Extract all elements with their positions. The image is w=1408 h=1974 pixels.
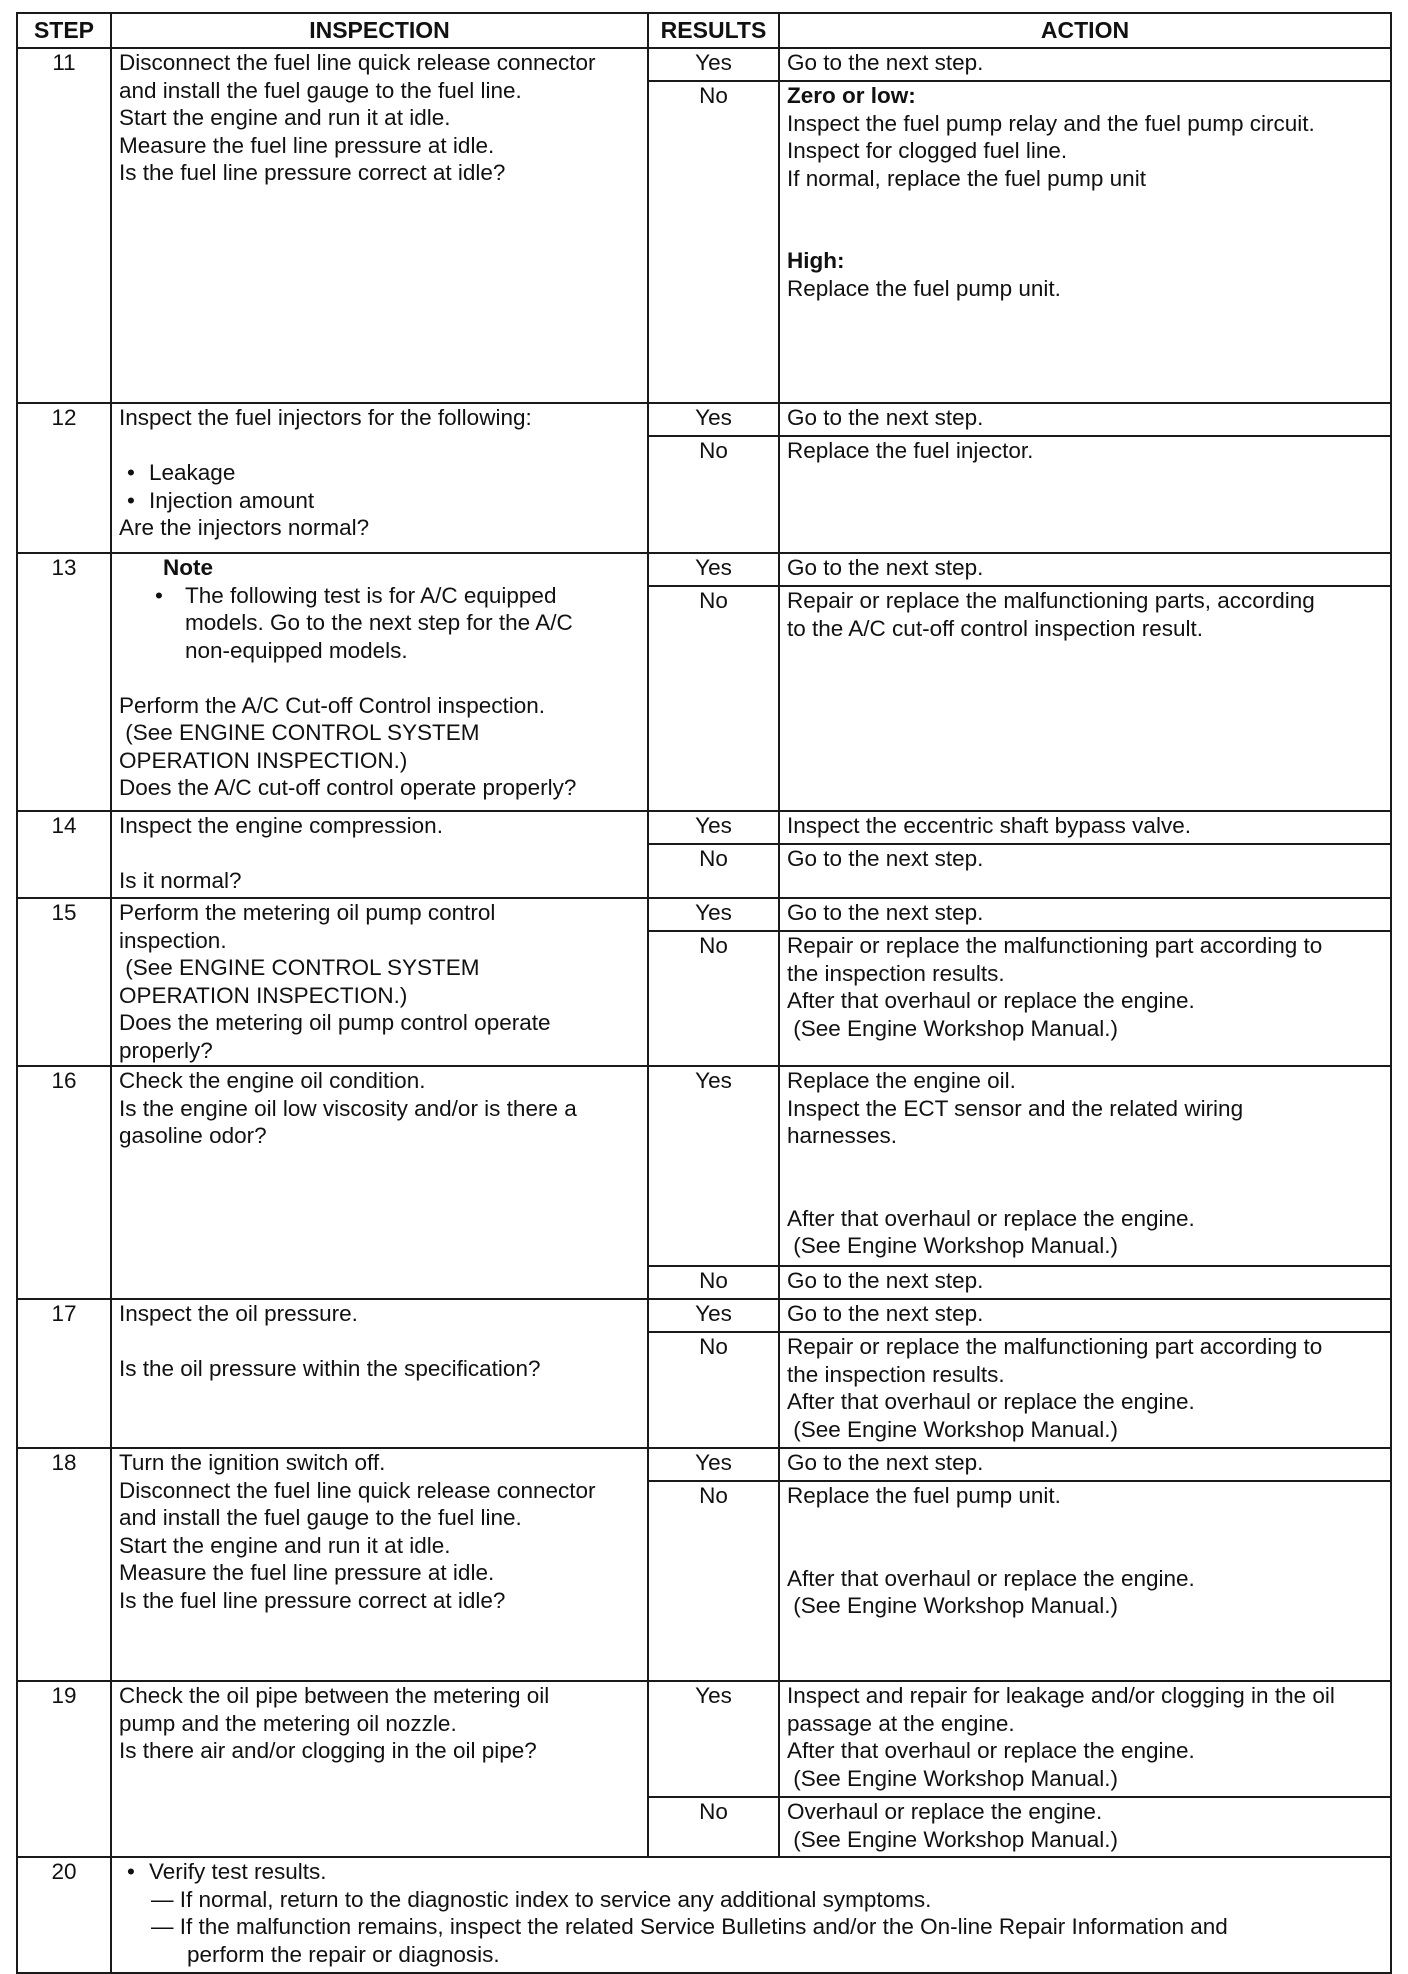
text-line: After that overhaul or replace the engine. <box>787 988 1195 1013</box>
action-cell <box>779 1066 1391 1266</box>
text-line: Repair or replace the malfunctioning part according to <box>787 933 1323 958</box>
text-line: (See Engine Workshop Manual.) <box>787 1416 1119 1442</box>
text-line: Is the fuel line pressure correct at idle? <box>119 1587 506 1613</box>
text-line: Check the engine oil condition. <box>119 1068 426 1093</box>
action-cell: Inspect the eccentric shaft bypass valve. <box>779 811 1391 844</box>
action-cell <box>779 1681 1391 1797</box>
text-line: Replace the fuel pump unit. <box>787 275 1061 301</box>
table-row <box>17 48 1391 81</box>
table-row <box>17 1681 1391 1797</box>
text-line: (See Engine Workshop Manual.) <box>787 1593 1119 1618</box>
bullet-item: • Verify test results. <box>119 1858 1383 1886</box>
text-line: Check the oil pipe between the metering oil <box>119 1683 550 1708</box>
text-line: After that overhaul or replace the engine. <box>787 1565 1195 1591</box>
text-line: Is there air and/or clogging in the oil pipe? <box>119 1738 537 1763</box>
final-step-cell <box>111 1857 1391 1973</box>
result-yes: Yes <box>648 553 779 586</box>
text-line: Start the engine and run it at idle. <box>119 1532 451 1558</box>
text-line: Is the engine oil low viscosity and/or is there a <box>119 1095 577 1121</box>
text-line: (See Engine Workshop Manual.) <box>787 1015 1119 1041</box>
result-yes: Yes <box>648 898 779 931</box>
result-yes: Yes <box>648 403 779 436</box>
result-no: No <box>648 81 779 403</box>
text-line: pump and the metering oil nozzle. <box>119 1710 457 1736</box>
text-line: Inspect the fuel injectors for the following: <box>119 405 532 430</box>
header-action: ACTION <box>779 13 1391 48</box>
text-line: the inspection results. <box>787 1361 1005 1387</box>
inspection-cell <box>111 1448 648 1681</box>
action-cell: Go to the next step. <box>779 48 1391 81</box>
text-line: Inspect the engine compression. <box>119 813 443 838</box>
text-line: Perform the A/C Cut-off Control inspection. <box>119 692 546 718</box>
action-cell <box>779 1481 1391 1681</box>
text-line: Perform the metering oil pump control <box>119 900 496 925</box>
result-no: No <box>648 1797 779 1857</box>
result-no: No <box>648 1481 779 1681</box>
text-line: Does the metering oil pump control operate <box>119 1010 551 1035</box>
text-line: (See ENGINE CONTROL SYSTEM <box>119 720 480 745</box>
note-label: Note <box>163 555 213 580</box>
text-line: properly? <box>119 1037 213 1063</box>
table-row <box>17 1299 1391 1332</box>
text-line: Replace the engine oil. <box>787 1068 1016 1093</box>
text-line: Does the A/C cut-off control operate properly? <box>119 775 577 800</box>
text-line: Repair or replace the malfunctioning parts, according <box>787 588 1315 613</box>
step-number: 18 <box>17 1448 111 1681</box>
table-row <box>17 403 1391 436</box>
action-cell: Go to the next step. <box>779 1299 1391 1332</box>
text-line: to the A/C cut-off control inspection result. <box>787 615 1204 641</box>
text-line: After that overhaul or replace the engine. <box>787 1738 1195 1763</box>
action-cell <box>779 1332 1391 1448</box>
text-line: Disconnect the fuel line quick release connector <box>119 50 596 75</box>
inspection-cell <box>111 553 648 811</box>
text-line: Inspect the ECT sensor and the related wiring <box>787 1095 1244 1121</box>
text-line: Is it normal? <box>119 868 242 893</box>
header-step: STEP <box>17 13 111 48</box>
table-row <box>17 1448 1391 1481</box>
inspection-cell <box>111 1066 648 1299</box>
text-line: (See Engine Workshop Manual.) <box>787 1233 1119 1258</box>
inspection-cell <box>111 403 648 553</box>
action-cell: Go to the next step. <box>779 898 1391 931</box>
text-line: Is the fuel line pressure correct at idle? <box>119 160 506 185</box>
step-number: 15 <box>17 898 111 1066</box>
text-line: Measure the fuel line pressure at idle. <box>119 1560 495 1585</box>
table-row <box>17 898 1391 931</box>
action-cell: Go to the next step. <box>779 1266 1391 1299</box>
action-cell <box>779 586 1391 811</box>
result-yes: Yes <box>648 1448 779 1481</box>
result-no: No <box>648 436 779 553</box>
text-line: Is the oil pressure within the specification? <box>119 1356 541 1381</box>
text-line: Start the engine and run it at idle. <box>119 105 451 130</box>
text-line: — If the malfunction remains, inspect the related Service Bulletins and/or the On-line Repair Information and <box>151 1914 1228 1939</box>
text-line: (See Engine Workshop Manual.) <box>787 1826 1119 1852</box>
text-line: passage at the engine. <box>787 1710 1015 1736</box>
table-row <box>17 1066 1391 1266</box>
action-heading: High: <box>787 248 845 273</box>
step-number: 16 <box>17 1066 111 1299</box>
result-no: No <box>648 931 779 1066</box>
note-line: • The following test is for A/C equipped <box>119 582 640 610</box>
header-inspection: INSPECTION <box>111 13 648 48</box>
action-cell: Go to the next step. <box>779 403 1391 436</box>
text-line: Disconnect the fuel line quick release connector <box>119 1477 596 1503</box>
result-yes: Yes <box>648 1299 779 1332</box>
action-heading: Zero or low: <box>787 83 916 108</box>
text-line: Inspect the fuel pump relay and the fuel pump circuit. <box>787 110 1315 136</box>
text-line: Repair or replace the malfunctioning part according to <box>787 1334 1323 1359</box>
step-number: 20 <box>17 1857 111 1973</box>
action-cell: Go to the next step. <box>779 844 1391 898</box>
text-line: and install the fuel gauge to the fuel line. <box>119 1505 522 1530</box>
text-line: Measure the fuel line pressure at idle. <box>119 132 495 158</box>
text-line: After that overhaul or replace the engine. <box>787 1205 1195 1231</box>
result-no: No <box>648 1332 779 1448</box>
note-line: non-equipped models. <box>185 637 408 663</box>
table-row <box>17 811 1391 844</box>
text-line: gasoline odor? <box>119 1123 267 1148</box>
diagnostic-table <box>16 12 1392 1974</box>
step-number: 12 <box>17 403 111 553</box>
text-line: perform the repair or diagnosis. <box>187 1941 500 1967</box>
result-no: No <box>648 844 779 898</box>
text-line: If normal, replace the fuel pump unit <box>787 165 1146 191</box>
text-line: (See Engine Workshop Manual.) <box>787 1765 1119 1791</box>
action-cell <box>779 931 1391 1066</box>
text-line: Inspect the oil pressure. <box>119 1301 358 1326</box>
text-line: and install the fuel gauge to the fuel line. <box>119 77 522 103</box>
text-line: (See ENGINE CONTROL SYSTEM <box>119 955 480 980</box>
action-cell: Go to the next step. <box>779 1448 1391 1481</box>
table-row <box>17 1857 1391 1973</box>
header-row <box>17 13 1391 48</box>
bullet-item: • Injection amount <box>119 487 640 515</box>
inspection-cell <box>111 48 648 403</box>
text-line: Inspect and repair for leakage and/or clogging in the oil <box>787 1683 1335 1708</box>
step-number: 19 <box>17 1681 111 1857</box>
header-results: RESULTS <box>648 13 779 48</box>
result-no: No <box>648 586 779 811</box>
inspection-cell <box>111 811 648 898</box>
step-number: 11 <box>17 48 111 403</box>
result-no: No <box>648 1266 779 1299</box>
result-yes: Yes <box>648 1066 779 1266</box>
result-yes: Yes <box>648 1681 779 1797</box>
text-line: Are the injectors normal? <box>119 515 370 540</box>
result-yes: Yes <box>648 811 779 844</box>
action-cell: Replace the fuel injector. <box>779 436 1391 553</box>
text-line: After that overhaul or replace the engine. <box>787 1389 1195 1414</box>
bullet-item: • Leakage <box>119 459 640 487</box>
text-line: Overhaul or replace the engine. <box>787 1799 1103 1824</box>
note-line: models. Go to the next step for the A/C <box>185 610 573 635</box>
text-line: Inspect for clogged fuel line. <box>787 138 1068 163</box>
step-number: 13 <box>17 553 111 811</box>
inspection-cell <box>111 1681 648 1857</box>
text-line: — If normal, return to the diagnostic index to service any additional symptoms. <box>151 1886 932 1912</box>
inspection-cell <box>111 898 648 1066</box>
action-cell: Go to the next step. <box>779 553 1391 586</box>
text-line: the inspection results. <box>787 960 1005 986</box>
action-cell <box>779 81 1391 403</box>
text-line: inspection. <box>119 927 227 953</box>
inspection-cell <box>111 1299 648 1448</box>
step-number: 17 <box>17 1299 111 1448</box>
text-line: harnesses. <box>787 1123 898 1148</box>
table-row <box>17 553 1391 586</box>
text-line: OPERATION INSPECTION.) <box>119 747 408 773</box>
text-line: OPERATION INSPECTION.) <box>119 982 408 1008</box>
action-cell <box>779 1797 1391 1857</box>
text-line: Turn the ignition switch off. <box>119 1450 386 1475</box>
step-number: 14 <box>17 811 111 898</box>
result-yes: Yes <box>648 48 779 81</box>
text-line: Replace the fuel pump unit. <box>787 1483 1061 1508</box>
